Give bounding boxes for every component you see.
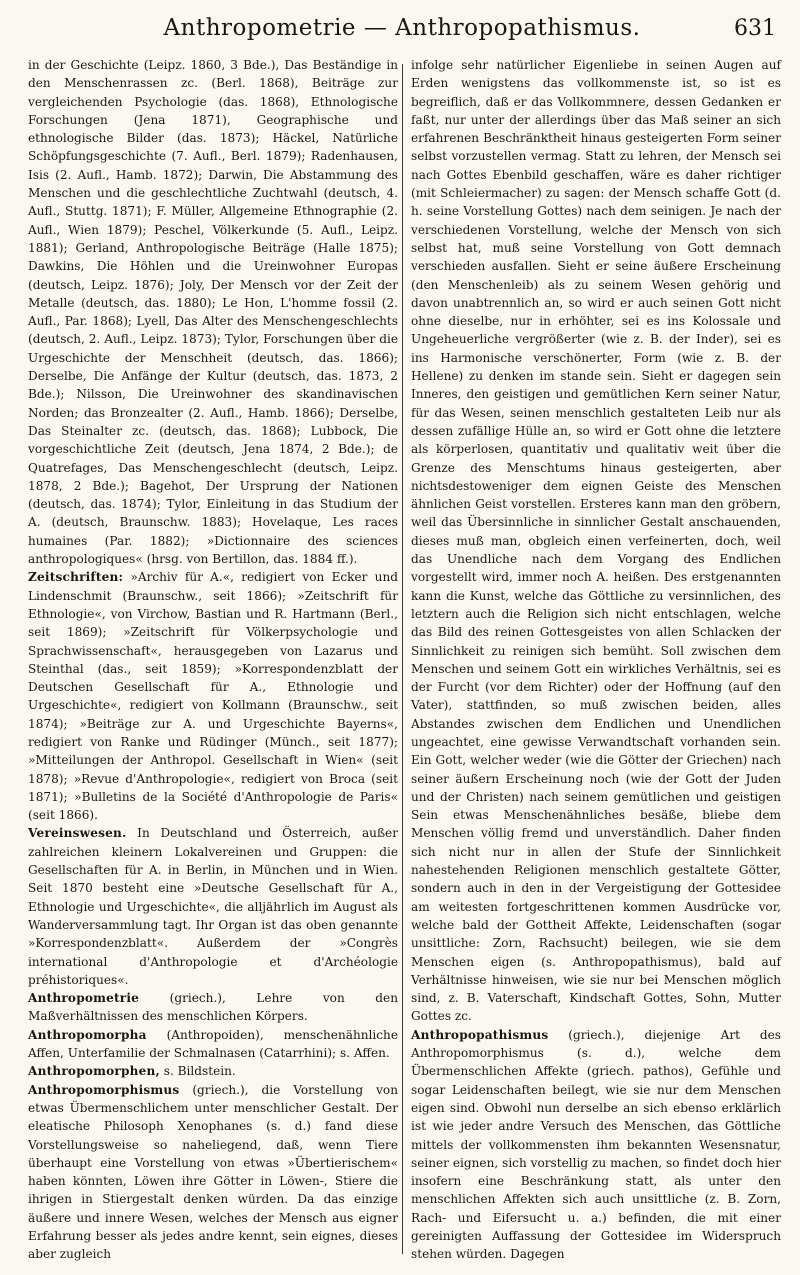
entry-paragraph [28, 56, 398, 568]
running-title: Anthropometrie — Anthropopathismus. [163, 15, 641, 41]
entry-text: (Anthropoiden), menschenähnliche Affen, Unterfamilie der Schmalnasen (Catarrhini); s. Affen. [28, 1027, 398, 1061]
column-divider [402, 64, 403, 1254]
entry-lemma: Anthropomorphen, [28, 1064, 160, 1079]
entry-paragraph [28, 1081, 398, 1264]
entry-paragraph [411, 1026, 781, 1264]
entry-lemma: Anthropopathismus [411, 1027, 549, 1042]
entry-text: s. Bildstein. [159, 1064, 236, 1079]
entry-paragraph [28, 568, 398, 824]
entry-text: infolge sehr natürlicher Eigenliebe in seinen Augen auf Erden wenigstens das vollkommenste ist, so ist es begreiflich, daß er das Vollkommnere, dessen Gedanken er faßt, nur unter der allerdings über das Maß seiner an sich erfahrenen Beschränktheit hinaus gesteigerten Form seiner selbst vorzustellen vermag. Statt zu lehren, der Mensch sei nach Gottes Ebenbild geschaffen, wäre es daher richtiger (mit Schleiermacher) zu sagen: der Mensch schaffe Gott (d. h. seine Vorstellung Gottes) nach dem seinigen. Je nach der verschiedenen Vorstellung, welche der Mensch von sich selbst hat, muß seine Vorstellung von Gott demnach verschieden ausfallen. Sieht er seine äußere Erscheinung (den Menschenleib) als zu seinem Wesen gehörig und davon unabtrennlich an, so wird er auch seinen Gott nicht ohne dieselbe, nur in erhöhter, sei es ins Kolossale und Ungeheuerliche vergrößerter (wie z. B. der Inder), sei es ins Harmonische verschönerter, Form (wie z. B. der Hellene) zu denken im stande sein. Sieht er dagegen sein Inneres, den geistigen und gemütlichen Kern seiner Natur, für das Wesen, seinen menschlich gestalteten Leib nur als dessen zufällige Hülle an, so wird er Gott ohne die letztere als körperlosen, quantitativ und qualitativ weit über die Grenze des Menschtums hinaus gesteigerten, aber nichtsdestoweniger dem eignen Geiste des Menschen ähnlichen Geist vorstellen. Ersteres kann man den gröbern, weil das Übersinnliche in sinnlicher Gestalt anschauenden, dieses muß man, obgleich einen verfeinerten, doch, weil das Unendliche nach dem Vorgang des Endlichen vorgestellt wird, immer noch A. heißen. Des erstgenannten kann die Kunst, welche das Göttliche zu versinnlichen, des letztern auch die Religion sich nicht entschlagen, welche das Bild des reinen Gottesgeistes von allen Schlacken der Sinnlichkeit zu reinigen sich bemüht. Soll zwischen dem Menschen und seinem Gott ein wirkliches Verhältnis, sei es der Furcht (vor dem Richter) oder der Hoffnung (auf den Vater), stattfinden, so muß zwischen beiden, alles Abstandes zwischen dem Endlichen und Unendlichen ungeachtet, eine gewisse Verwandtschaft vorhanden sein. Ein Gott, welcher weder (wie die Götter der Griechen) nach seiner äußern Erscheinung noch (wie der Gott der Juden und der Christen) nach seinem gemütlichen und geistigen Sein etwas Menschenähnliches besäße, bliebe dem Menschen völlig fremd und unverständlich. Daher finden sich nicht nur in allen der Stufe der Sinnlichkeit nahestehenden Religionen menschlich gestaltete Götter, sondern auch in den in der Vergeistigung der Gottesidee am weitesten fortgeschrittenen kommen Ausdrücke vor, welche bald der Gottheit Affekte, Leidenschaften (sogar unsittliche: Zorn, Rachsucht) beilegen, wie sie dem Menschen eigen (s. Anthropopathismus), bald auf Verhältnisse hinweisen, wie sie nur bei Menschen möglich sind, z. B. Vaterschaft, Kindschaft Gottes, Sohn, Mutter Gottes zc. [411, 58, 781, 1024]
entry-paragraph [28, 1062, 398, 1080]
left-column [28, 56, 398, 1264]
entry-lemma: Vereinswesen. [28, 826, 127, 841]
entry-lemma: Anthropometrie [28, 991, 140, 1006]
entry-paragraph [28, 1026, 398, 1063]
right-column [411, 56, 781, 1264]
entry-text: in der Geschichte (Leipz. 1860, 3 Bde.), Das Beständige in den Menschenrassen zc. (Berl. 1868), Beiträge zur vergleichenden Psychologie (das. 1868), Ethnologische Forschungen (Jena 1871), Geographische und ethnologische Bilder (das. 1873); Häckel, Natürliche Schöpfungsgeschichte (7. Aufl., Berl. 1879); Radenhausen, Isis (2. Aufl., Hamb. 1872); Darwin, Die Abstammung des Menschen und die geschlechtliche Zuchtwahl (deutsch, 4. Aufl., Stuttg. 1871); F. Müller, Allgemeine Ethnographie (2. Aufl., Wien 1879); Peschel, Völkerkunde (5. Aufl., Leipz. 1881); Gerland, Anthropologische Beiträge (Halle 1875); Dawkins, Die Höhlen und die Ureinwohner Europas (deutsch, Leipz. 1876); Joly, Der Mensch vor der Zeit der Metalle (deutsch, das. 1880); Le Hon, L'homme fossil (2. Aufl., Par. 1868); Lyell, Das Alter des Menschengeschlechts (deutsch, 2. Aufl., Leipz. 1873); Tylor, Forschungen über die Urgeschichte der Menschheit (deutsch, das. 1866); Derselbe, Die Anfänge der Kultur (deutsch, das. 1873, 2 Bde.); Nilsson, Die Ureinwohner des skandinavischen Norden; das Bronzealter (2. Aufl., Hamb. 1866); Derselbe, Das Steinalter zc. (deutsch, das. 1868); Lubbock, Die vorgeschichtliche Zeit (deutsch, Jena 1874, 2 Bde.); de Quatrefages, Das Menschengeschlecht (deutsch, Leipz. 1878, 2 Bde.); Bagehot, Der Ursprung der Nationen (deutsch, das. 1874); Tylor, Einleitung in das Studium der A. (deutsch, Braunschw. 1883); Hovelaque, Les races humaines (Par. 1882); »Dictionnaire des sciences anthropologiques« (hrsg. von Bertillon, das. 1884 ff.). [28, 58, 398, 567]
entry-lemma: Anthropomorpha [28, 1027, 147, 1042]
entry-text: In Deutschland und Österreich, außer zahlreichen kleinern Lokalvereinen und Gruppen: die Gesellschaften für A. in Berlin, in München und in Wien. Seit 1870 besteht eine »Deutsche Gesellschaft für A., Ethnologie und Urgeschichte«, die alljährlich im August als Wanderversammlung tagt. Ihr Organ ist das oben genannte »Korrespondenzblatt«. Außerdem der »Congrès international d'Anthropologie et d'Archéologie préhistoriques«. [28, 826, 398, 987]
entry-text: (griech.), diejenige Art des Anthropomorphismus (s. d.), welche dem Übermenschlichen Affekte (griech. pathos), Gefühle und sogar Leidenschaften beilegt, wie sie nur dem Menschen eigen sind. Obwohl nun derselbe an sich ebenso erklärlich ist wie jeder andre Versuch des Menschen, das Göttliche mittels der vollkommensten ihm bekannten Wesensnatur, seiner eignen, sich vorstellig zu machen, so findet doch hier insofern eine Beschränkung statt, als unter den menschlichen Affekten sich auch unsittliche (z. B. Zorn, Rach- und Eifersucht u. a.) befinden, die mit einer gereinigten Auffassung der Gottesidee im Widerspruch stehen würden. Dagegen [411, 1027, 781, 1262]
page-number: 631 [734, 15, 776, 41]
entry-paragraph [28, 824, 398, 989]
entry-text: (griech.), die Vorstellung von etwas Übermenschlichem unter menschlicher Gestalt. Der eleatische Philosoph Xenophanes (s. d.) fand diese Vorstellungsweise so naheliegend, daß, wenn Tiere überhaupt eine Vorstellung von etwas »Übertierischem« haben könnten, Löwen ihre Götter in Löwen-, Stiere die ihrigen in Stiergestalt denken würden. Da das einzige äußere und innere Wesen, welches der Mensch aus eigner Erfahrung besser als jedes andre kennt, sein eignes, dieses aber zugleich [28, 1082, 398, 1262]
entry-lemma: Anthropomorphismus [28, 1082, 180, 1097]
entry-text: (griech.), Lehre von den Maßverhältnissen des menschlichen Körpers. [28, 991, 398, 1024]
entry-paragraph [411, 56, 781, 1026]
entry-lemma: Zeitschriften: [28, 570, 124, 585]
page-header [28, 8, 776, 48]
entry-text: »Archiv für A.«, redigiert von Ecker und Lindenschmit (Braunschw., seit 1866); »Zeitschrift für Ethnologie«, von Virchow, Bastian und R. Hartmann (Berl., seit 1869); »Zeitschrift für Völkerpsychologie und Sprachwissenschaft«, herausgegeben von Lazarus und Steinthal (das., seit 1859); »Korrespondenzblatt der Deutschen Gesellschaft für A., Ethnologie und Urgeschichte«, redigiert von Kollmann (Braunschw., seit 1874); »Beiträge zur A. und Urgeschichte Bayerns«, redigiert von Ranke und Rüdinger (Münch., seit 1877); »Mitteilungen der Anthropol. Gesellschaft in Wien« (seit 1878); »Revue d'Anthropologie«, redigiert von Broca (seit 1871); »Bulletins de la Société d'Anthropologie de Paris« (seit 1866). [28, 570, 398, 823]
entry-paragraph [28, 989, 398, 1026]
